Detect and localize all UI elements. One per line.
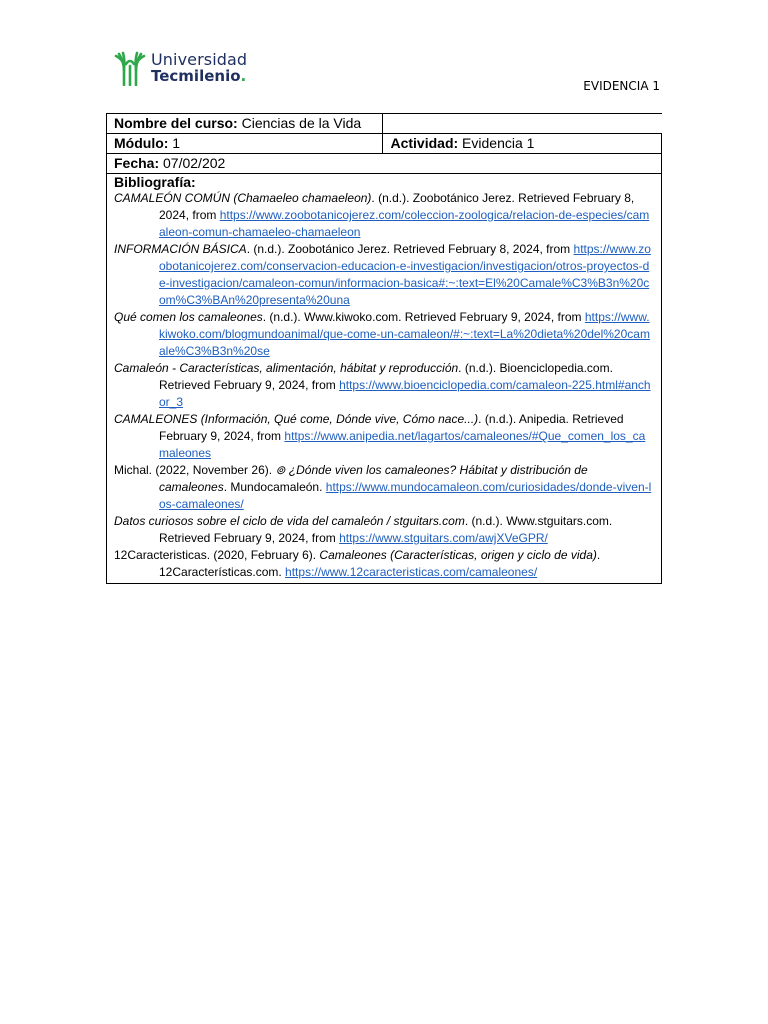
bibliography-entry: 12Caracteristicas. (2020, February 6). Camaleones (Características, origen y ciclo de vida). 12Características.com. https://www.12caracteristicas.com/camaleones/ [114, 548, 601, 579]
activity-cell [383, 134, 662, 154]
reference-link[interactable]: https://www.12caracteristicas.com/camaleones/ [285, 565, 538, 579]
module-value: 1 [168, 135, 181, 151]
bibliography-list [114, 190, 654, 581]
tecmilenio-leaf-icon [113, 50, 147, 86]
empty-cell [383, 114, 662, 134]
bibliography-entry: CAMALEÓN COMÚN (Chamaeleo chamaeleon). (n.d.). Zoobotánico Jerez. Retrieved February 8, 2024, from https://www.zoobotanicojerez.com/coleccion-zoologica/relacion-de-especies/camaleon-comun-chamaeleo-chamaeleon [114, 191, 650, 239]
course-info-table [106, 113, 662, 584]
reference-link[interactable]: https://www.kiwoko.com/blogmundoanimal/que-come-un-camaleon/#:~:text=La%20dieta%20del%20camale%C3%B3n%20se [159, 310, 650, 358]
reference-link[interactable]: https://www.mundocamaleon.com/curiosidades/donde-viven-los-camaleones/ [159, 480, 652, 511]
course-value: Ciencias de la Vida [237, 115, 362, 131]
reference-link[interactable]: https://www.anipedia.net/lagartos/camaleones/#Que_comen_los_camaleones [159, 429, 646, 460]
university-logo [113, 48, 247, 88]
logo-university-text: Universidad [151, 50, 248, 69]
module-cell [107, 134, 383, 154]
bibliography-entry: Qué comen los camaleones. (n.d.). Www.kiwoko.com. Retrieved February 9, 2024, from https://www.kiwoko.com/blogmundoanimal/que-come-un-camaleon/#:~:text=La%20dieta%20del%20camale%C3%B3n%20se [114, 310, 650, 358]
logo-tecmilenio-text: Tecmilenio. [151, 67, 247, 85]
date-label: Fecha: [114, 155, 160, 171]
reference-link[interactable]: https://www.zoobotanicojerez.com/conservacion-educacion-e-investigacion/investigacion/otros-proyectos-de-investigacion/camaleon-comun/informacion-basica#:~:text=El%20Camale%C3%B3n%20com%C3%BAn%20presenta%20una [159, 242, 651, 307]
course-row [107, 114, 662, 134]
date-value: 07/02/202 [159, 155, 226, 171]
bibliography-entry: INFORMACIÓN BÁSICA. (n.d.). Zoobotánico Jerez. Retrieved February 8, 2024, from https://www.zoobotanicojerez.com/conservacion-educacion-e-investigacion/investigacion/otros-proyectos-de-investigacion/camaleon-comun/informacion-basica#:~:text=El%20Camale%C3%B3n%20com%C3%BAn%20presenta%20una [114, 242, 651, 307]
reference-link[interactable]: https://www.stguitars.com/awjXVeGPR/ [339, 531, 548, 545]
bibliography-title: Bibliografía: [114, 174, 196, 190]
module-label: Módulo: [114, 135, 169, 151]
bibliography-cell [107, 174, 662, 584]
activity-value: Evidencia 1 [458, 135, 535, 151]
date-row [107, 154, 662, 174]
bibliography-entry: Datos curiosos sobre el ciclo de vida del camaleón / stguitars.com. (n.d.). Www.stguitars.com. Retrieved February 9, 2024, from https://www.stguitars.com/awjXVeGPR/ [114, 514, 613, 545]
date-cell [107, 154, 662, 174]
module-row [107, 134, 662, 154]
bibliography-entry: Camaleón - Características, alimentación, hábitat y reproducción. (n.d.). Bioenciclopedia.com. Retrieved February 9, 2024, from https://www.bioenciclopedia.com/camaleon-225.html#anchor_3 [114, 361, 651, 409]
reference-link[interactable]: https://www.zoobotanicojerez.com/coleccion-zoologica/relacion-de-especies/camaleon-comun-chamaeleo-chamaeleon [159, 208, 650, 239]
bibliography-entry: Michal. (2022, November 26). ⊚ ¿Dónde viven los camaleones? Hábitat y distribución de camaleones. Mundocamaleón. https://www.mundocamaleon.com/curiosidades/donde-viven-los-camaleones/ [114, 463, 652, 511]
course-label: Nombre del curso: [114, 115, 238, 131]
bibliography-row [107, 174, 662, 584]
course-cell [107, 114, 383, 134]
document-header-label: EVIDENCIA 1 [583, 79, 660, 93]
bibliography-entry: CAMALEONES (Información, Qué come, Dónde vive, Cómo nace...). (n.d.). Anipedia. Retrieved February 9, 2024, from https://www.anipedia.net/lagartos/camaleones/#Que_comen_los_camaleones [114, 412, 646, 460]
reference-link[interactable]: https://www.bioenciclopedia.com/camaleon-225.html#anchor_3 [159, 378, 651, 409]
activity-label: Actividad: [390, 135, 459, 151]
